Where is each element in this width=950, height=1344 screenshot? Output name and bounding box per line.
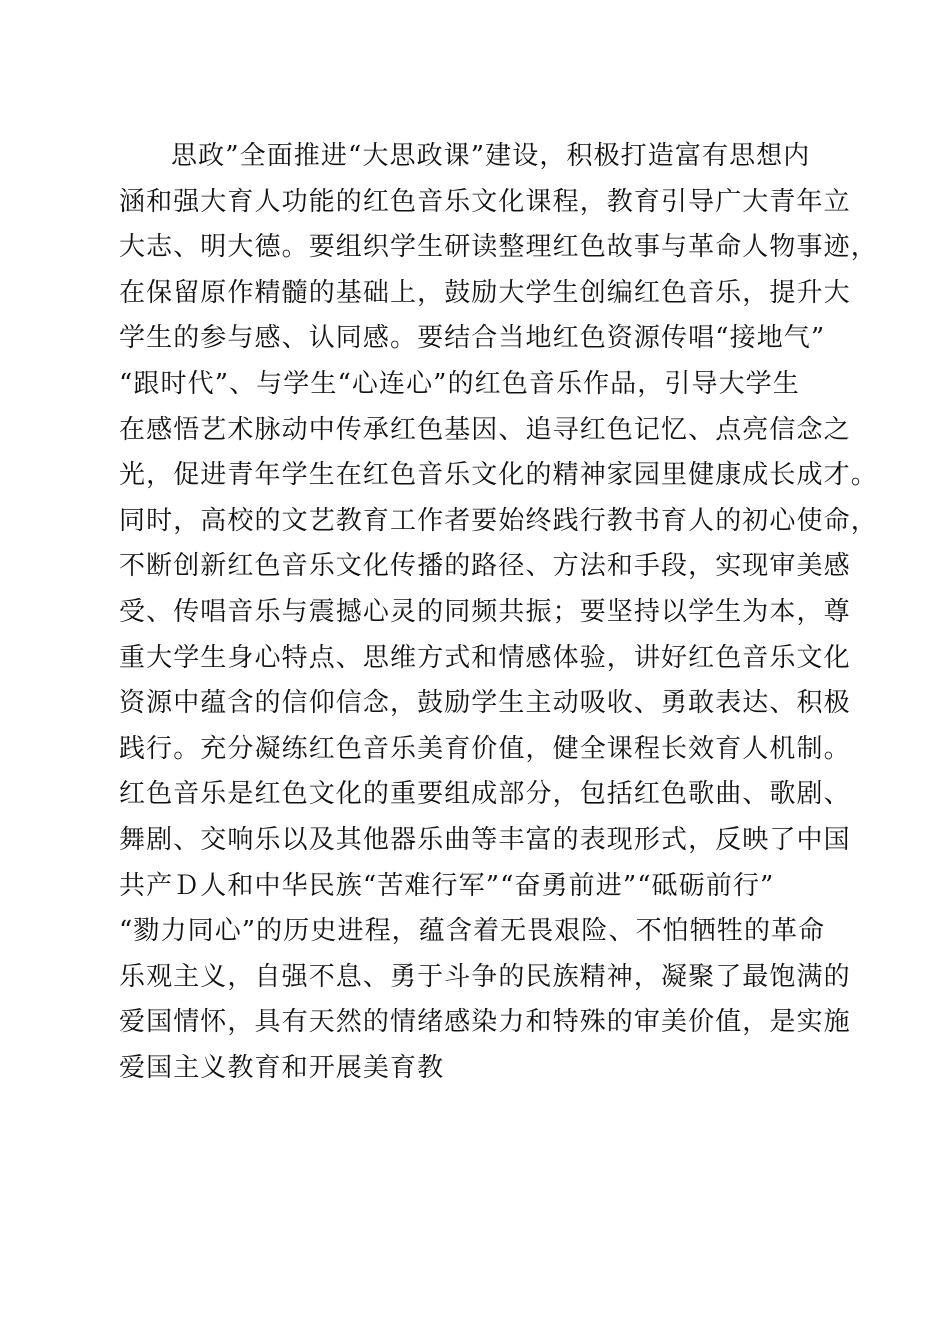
text-line: 不断创新红色音乐文化传播的路径、方法和手段，实现审美感: [119, 551, 851, 582]
text-line: 在感悟艺术脉动中传承红色基因、追寻红色记忆、点亮信念之: [119, 414, 851, 445]
text-line: 光，促进青年学生在红色音乐文化的精神家园里健康成长成才。: [119, 460, 878, 491]
text-line: 在保留原作精髓的基础上，鼓励大学生创编红色音乐，提升大: [119, 277, 851, 308]
text-line: 共产Ｄ人和中华民族“苦难行军”“奋勇前进”“砥砺前行”: [119, 870, 775, 901]
text-line: 爱国情怀，具有天然的情绪感染力和特殊的审美价值，是实施: [119, 1007, 851, 1038]
text-line: “跟时代”、与学生“心连心”的红色音乐作品，引导大学生: [119, 368, 800, 399]
text-line: 乐观主义，自强不息、勇于斗争的民族精神，凝聚了最饱满的: [119, 961, 851, 992]
text-line: 重大学生身心特点、思维方式和情感体验，讲好红色音乐文化: [119, 642, 851, 673]
text-line: 同时，高校的文艺教育工作者要始终践行教书育人的初心使命，: [119, 505, 878, 536]
text-line: 受、传唱音乐与震撼心灵的同频共振；要坚持以学生为本，尊: [119, 596, 851, 627]
text-line: 大志、明大德。要组织学生研读整理红色故事与革命人物事迹，: [119, 232, 878, 263]
text-line: 学生的参与感、认同感。要结合当地红色资源传唱“接地气”: [119, 323, 826, 354]
body-text: [119, 134, 878, 1091]
text-line: 涵和强大育人功能的红色音乐文化课程，教育引导广大青年立: [119, 186, 851, 217]
text-line: “勠力同心”的历史进程，蕴含着无畏艰险、不怕牺牲的革命: [119, 916, 826, 947]
text-line: 红色音乐是红色文化的重要组成部分，包括红色歌曲、歌剧、: [119, 779, 851, 810]
text-line: 资源中蕴含的信仰信念，鼓励学生主动吸收、勇敢表达、积极: [119, 688, 851, 719]
text-line: 舞剧、交响乐以及其他器乐曲等丰富的表现形式，反映了中国: [119, 824, 851, 855]
text-line: 爱国主义教育和开展美育教: [119, 1052, 445, 1083]
text-line: 思政”全面推进“大思政课”建设，积极打造富有思想内: [171, 141, 811, 171]
text-line: 践行。充分凝练红色音乐美育价值，健全课程长效育人机制。: [119, 733, 851, 764]
